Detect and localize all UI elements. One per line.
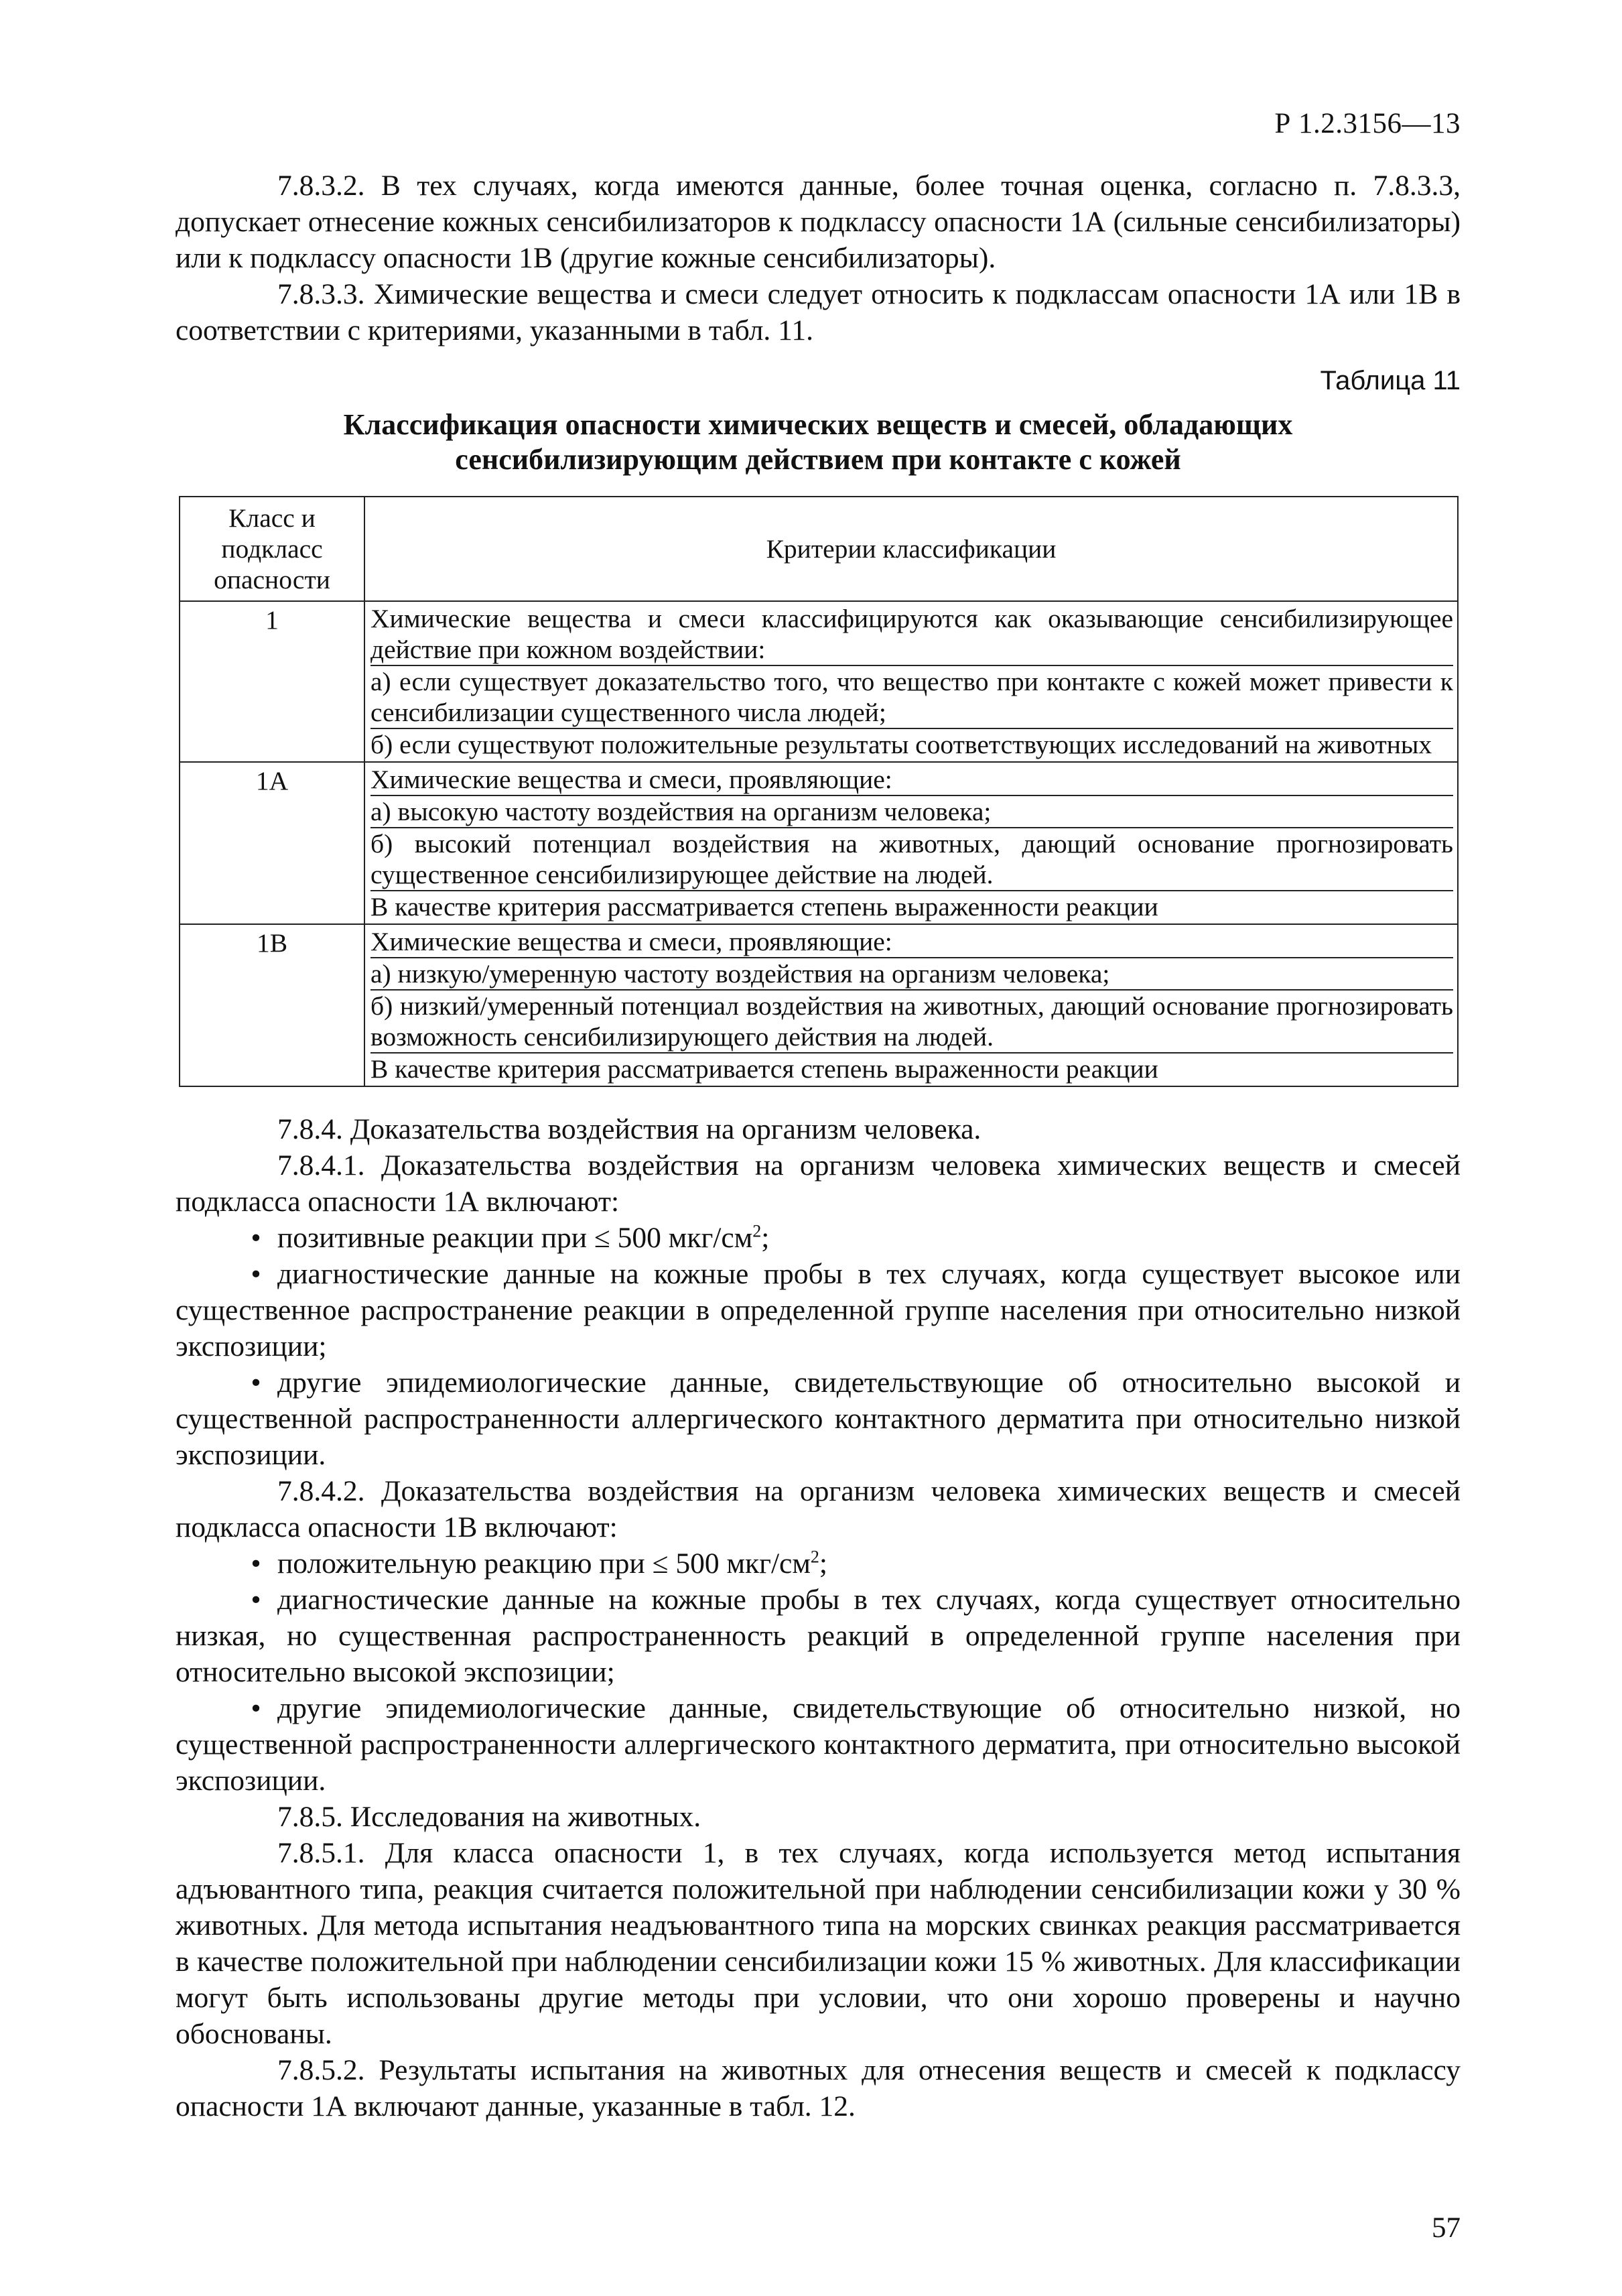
- table-label: Таблица 11: [1320, 366, 1461, 395]
- list-item-text: положительную реакцию при ≤ 500 мкг/см: [277, 1547, 811, 1580]
- classification-table: [179, 496, 1459, 1087]
- list-item: [176, 1690, 1461, 1799]
- table-row: [180, 762, 1458, 924]
- list-item: [176, 1364, 1461, 1473]
- paragraph-7-8-3-2: 7.8.3.2. В тех случаях, когда имеются данные, более точная оценка, согласно п. 7.8.3.3, допускает отнесение кожных сенсибилизаторов к подклассу опасности 1А (сильные сенсибилизаторы) или к подклассу опасности 1В (другие кожные сенсибилизаторы).: [176, 170, 1461, 274]
- list-item-tail: ;: [761, 1222, 770, 1254]
- list-item-text: позитивные реакции при ≤ 500 мкг/см: [277, 1222, 753, 1254]
- criteria-cell: [364, 924, 1458, 1086]
- paragraph-7-8-5-1: 7.8.5.1. Для класса опасности 1, в тех случаях, когда используется метод испытания адъювантного типа, реакция считается положительной при наблюдении сенсибилизации кожи у 30 % животных. Для метода испытания неадъювантного типа на морских свинках реакция рассматривается в качестве положительной при наблюдении сенсибилизации кожи 15 % животных. Для классификации могут быть использованы другие методы при условии, что они хорошо проверены и научно обоснованы.: [176, 1837, 1461, 2050]
- criteria-line: б) низкий/умеренный потенциал воздействия на животных, дающий основание прогнозировать возможность сенсибилизирующего действия на людей.: [370, 991, 1453, 1054]
- document-code: Р 1.2.3156—13: [1274, 108, 1461, 139]
- criteria-line: Химические вещества и смеси, проявляющие:: [370, 926, 1453, 958]
- list-item: [176, 1582, 1461, 1690]
- table-header-row: [180, 497, 1458, 601]
- criteria-line: Химические вещества и смеси, проявляющие:: [370, 764, 1453, 796]
- list-item-text: диагностические данные на кожные пробы в тех случаях, когда существует относительно низкая, но существенная распространенность реакций в определенной группе населения при относительно высокой экспозиции;: [176, 1584, 1461, 1688]
- list-item-text: другие эпидемиологические данные, свидетельствующие об относительно высокой и существенной распространенности аллергического контактного дерматита при относительно низкой экспозиции.: [176, 1366, 1461, 1471]
- column-header-criteria: Критерии классификации: [364, 497, 1458, 601]
- list-item-text: другие эпидемиологические данные, свидетельствующие об относительно низкой, но существенной распространенности аллергического контактного дерматита, при относительно высокой экспозиции.: [176, 1692, 1461, 1797]
- bullet-icon: •: [251, 1584, 261, 1616]
- criteria-line: а) низкую/умеренную частоту воздействия на организм человека;: [370, 958, 1453, 991]
- list-item: [176, 1220, 1461, 1256]
- criteria-line: а) высокую частоту воздействия на организм человека;: [370, 796, 1453, 828]
- superscript: 2: [810, 1547, 819, 1567]
- paragraph-7-8-4-2: 7.8.4.2. Доказательства воздействия на организм человека химических веществ и смесей подкласса опасности 1В включают:: [176, 1475, 1461, 1543]
- bullet-icon: •: [251, 1258, 261, 1290]
- column-header-class: Класс и подкласс опасности: [180, 497, 364, 601]
- list-item: [176, 1256, 1461, 1364]
- section-heading: 7.8.4. Доказательства воздействия на организм человека.: [277, 1113, 982, 1145]
- criteria-line: а) если существует доказательство того, что вещество при контакте с кожей может привести к сенсибилизации существенного числа людей;: [370, 666, 1453, 729]
- class-cell: 1В: [180, 924, 364, 1086]
- superscript: 2: [752, 1221, 762, 1241]
- criteria-line: б) высокий потенциал воздействия на животных, дающий основание прогнозировать существенное сенсибилизирующее действие на людей.: [370, 828, 1453, 891]
- criteria-line: В качестве критерия рассматривается степень выраженности реакции: [370, 892, 1158, 921]
- list-item-text: диагностические данные на кожные пробы в тех случаях, когда существует высокое или существенное распространение реакции в определенной группе населения при относительно низкой экспозиции;: [176, 1258, 1461, 1362]
- class-cell: 1: [180, 601, 364, 762]
- section-7-8-5: [176, 1799, 1461, 2124]
- bullet-icon: •: [251, 1366, 261, 1399]
- section-7-8-4: [176, 1111, 1461, 1799]
- list-item-tail: ;: [819, 1547, 827, 1580]
- bullet-icon: •: [251, 1692, 261, 1724]
- criteria-line: Химические вещества и смеси классифицируются как оказывающие сенсибилизирующее действие при кожном воздействии:: [370, 603, 1453, 666]
- paragraph-7-8-5-2: 7.8.5.2. Результаты испытания на животных для отнесения веществ и смесей к подклассу опасности 1А включают данные, указанные в табл. 12.: [176, 2054, 1461, 2122]
- bullet-icon: •: [251, 1222, 261, 1254]
- criteria-cell: [364, 762, 1458, 924]
- criteria-line: В качестве критерия рассматривается степень выраженности реакции: [370, 1054, 1158, 1084]
- section-heading: 7.8.5. Исследования на животных.: [277, 1801, 701, 1833]
- criteria-line: б) если существуют положительные результаты соответствующих исследований на животных: [370, 730, 1432, 759]
- class-cell: 1А: [180, 762, 364, 924]
- paragraph-7-8-4-1: 7.8.4.1. Доказательства воздействия на организм человека химических веществ и смесей подкласса опасности 1А включают:: [176, 1149, 1461, 1218]
- list-item: [176, 1545, 1461, 1582]
- paragraph-7-8-3-3: 7.8.3.3. Химические вещества и смеси следует относить к подклассам опасности 1А или 1В в соответствии с критериями, указанными в табл. 11.: [176, 278, 1461, 346]
- table-row: [180, 601, 1458, 762]
- table-title: Классификация опасности химических веществ и смесей, обладающих сенсибилизирующим действием при контакте с кожей: [343, 408, 1293, 476]
- page-body: [176, 168, 1461, 2124]
- criteria-cell: [364, 601, 1458, 762]
- bullet-icon: •: [251, 1547, 261, 1580]
- page-number: 57: [1432, 2212, 1461, 2244]
- table-row: [180, 924, 1458, 1086]
